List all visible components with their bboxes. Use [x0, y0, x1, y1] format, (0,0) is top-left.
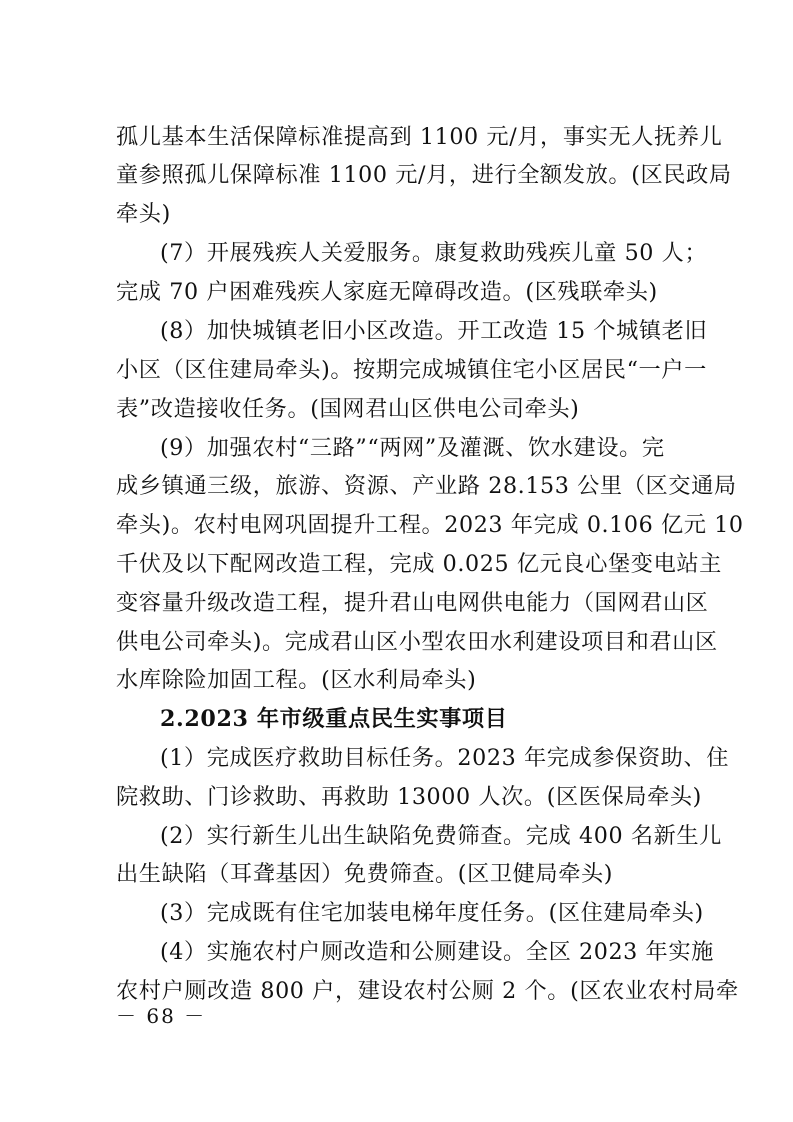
body-text-line: 牵头)	[116, 201, 171, 227]
section-heading: 2.2023 年市级重点民生实事项目	[160, 706, 508, 732]
item-2-line: (2）实行新生儿出生缺陷免费筛查。完成 400 名新生儿	[160, 823, 722, 849]
item-9-line: (9）加强农村“三路”“两网”及灌溉、饮水建设。完	[160, 435, 665, 461]
body-text-line: 院救助、门诊救助、再救助 13000 人次。(区医保局牵头)	[116, 784, 702, 810]
body-text-line: 出生缺陷（耳聋基因）免费筛查。(区卫健局牵头)	[116, 861, 614, 887]
body-text-line: 童参照孤儿保障标准 1100 元/月，进行全额发放。(区民政局	[116, 162, 732, 188]
body-text-line: 千伏及以下配网改造工程，完成 0.025 亿元良心堡变电站主	[116, 551, 722, 577]
body-text-line: 变容量升级改造工程，提升君山电网供电能力（国网君山区	[116, 590, 709, 616]
body-text-line: 成乡镇通三级，旅游、资源、产业路 28.153 公里（区交通局	[116, 473, 737, 499]
body-text-line: 表”改造接收任务。(国网君山区供电公司牵头)	[116, 396, 580, 422]
item-3-line: (3）完成既有住宅加装电梯年度任务。(区住建局牵头)	[160, 900, 704, 926]
item-7-line: (7）开展残疾人关爱服务。康复救助残疾儿童 50 人；	[160, 240, 708, 266]
body-text-line: 孤儿基本生活保障标准提高到 1100 元/月，事实无人抚养儿	[116, 124, 723, 150]
item-1-line: (1）完成医疗救助目标任务。2023 年完成参保资助、住	[160, 745, 730, 771]
body-text-line: 完成 70 户困难残疾人家庭无障碍改造。(区残联牵头)	[116, 279, 658, 305]
item-4-line: (4）实施农村户厕改造和公厕建设。全区 2023 年实施	[160, 939, 714, 965]
body-text-line: 小区（区住建局牵头)。按期完成城镇住宅小区居民“一户一	[116, 357, 707, 383]
body-text-line: 牵头)。农村电网巩固提升工程。2023 年完成 0.106 亿元 10	[116, 512, 744, 538]
body-text-line: 农村户厕改造 800 户，建设农村公厕 2 个。(区农业农村局牵	[116, 978, 739, 1004]
body-text-line: 水库除险加固工程。(区水利局牵头)	[116, 667, 477, 693]
item-8-line: (8）加快城镇老旧小区改造。开工改造 15 个城镇老旧	[160, 318, 708, 344]
page-number: － 68 －	[116, 1004, 207, 1028]
body-text-line: 供电公司牵头)。完成君山区小型农田水利建设项目和君山区	[116, 629, 718, 655]
